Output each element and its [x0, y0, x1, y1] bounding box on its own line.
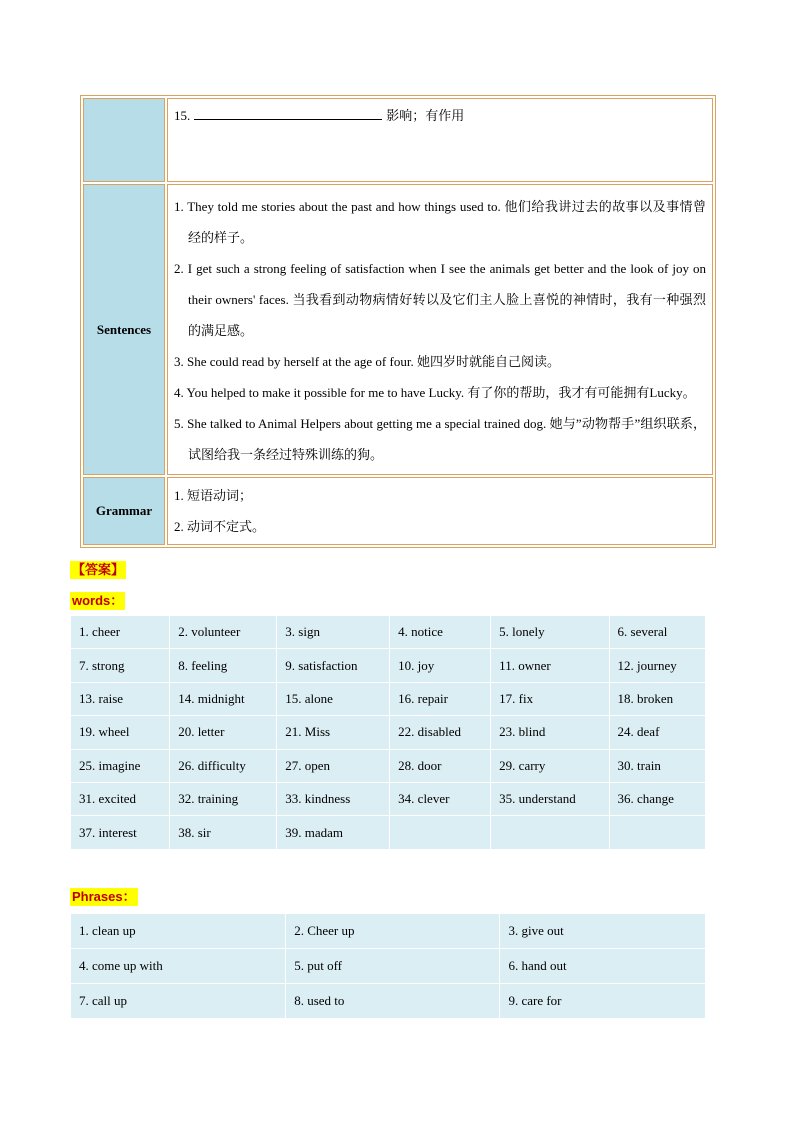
vocab-number: 15.	[174, 108, 191, 123]
word-cell: 12. journey	[609, 649, 705, 682]
words-row	[71, 716, 706, 749]
word-cell: 20. letter	[170, 716, 277, 749]
phrases-table	[70, 913, 706, 1019]
word-cell: 26. difficulty	[170, 749, 277, 782]
phrases-row	[71, 914, 706, 949]
words-row	[71, 616, 706, 649]
word-cell: 23. blind	[491, 716, 609, 749]
word-cell: 3. sign	[277, 616, 390, 649]
word-cell: 39. madam	[277, 816, 390, 849]
word-cell: 2. volunteer	[170, 616, 277, 649]
sentences-label: Sentences	[83, 184, 165, 475]
phrase-cell: 9. care for	[500, 984, 706, 1019]
phrase-cell: 7. call up	[71, 984, 286, 1019]
word-cell: 21. Miss	[277, 716, 390, 749]
vocab-content-cell	[167, 98, 713, 182]
sentence-item: 1. They told me stories about the past and how things used to. 他们给我讲过去的故事以及事情曾经的样子。	[174, 199, 706, 245]
phrases-label: Phrases：	[72, 889, 136, 904]
phrases-row	[71, 984, 706, 1019]
grammar-label: Grammar	[83, 477, 165, 545]
word-cell: 17. fix	[491, 682, 609, 715]
phrase-cell: 2. Cheer up	[286, 914, 500, 949]
word-cell: 33. kindness	[277, 782, 390, 815]
word-cell: 9. satisfaction	[277, 649, 390, 682]
phrase-cell: 8. used to	[286, 984, 500, 1019]
word-cell: 34. clever	[390, 782, 491, 815]
sentences-content	[167, 184, 713, 475]
words-row	[71, 649, 706, 682]
summary-table	[80, 95, 716, 548]
word-cell: 24. deaf	[609, 716, 705, 749]
word-cell: 27. open	[277, 749, 390, 782]
word-cell: 1. cheer	[71, 616, 170, 649]
words-row	[71, 816, 706, 849]
word-cell: 35. understand	[491, 782, 609, 815]
word-cell: 28. door	[390, 749, 491, 782]
phrase-cell: 4. come up with	[71, 949, 286, 984]
phrase-cell: 1. clean up	[71, 914, 286, 949]
sentence-item: 2. I get such a strong feeling of satisfaction when I see the animals get better and the look of joy on their owners' faces. 当我看到动物病情好转以及它们主人脸上喜悦的神情时，我有一种强烈的满足感。	[174, 261, 706, 338]
vocab-blank-line	[194, 107, 382, 120]
word-cell: 32. training	[170, 782, 277, 815]
grammar-content	[167, 477, 713, 545]
word-cell: 31. excited	[71, 782, 170, 815]
word-cell: 18. broken	[609, 682, 705, 715]
word-cell: 16. repair	[390, 682, 491, 715]
phrases-row	[71, 949, 706, 984]
sentence-item: 5. She talked to Animal Helpers about getting me a special trained dog. 她与”动物帮手”组织联系，试图给我一条经过特殊训练的狗。	[174, 416, 706, 462]
vocab-meaning: 影响；有作用	[386, 108, 465, 123]
word-cell: 14. midnight	[170, 682, 277, 715]
words-row	[71, 749, 706, 782]
word-cell: 36. change	[609, 782, 705, 815]
word-cell	[390, 816, 491, 849]
word-cell: 37. interest	[71, 816, 170, 849]
word-cell: 5. lonely	[491, 616, 609, 649]
vocab-label-cell	[83, 98, 165, 182]
word-cell: 29. carry	[491, 749, 609, 782]
phrase-cell: 3. give out	[500, 914, 706, 949]
word-cell: 25. imagine	[71, 749, 170, 782]
grammar-row	[83, 477, 713, 545]
word-cell: 11. owner	[491, 649, 609, 682]
phrase-cell: 6. hand out	[500, 949, 706, 984]
word-cell: 30. train	[609, 749, 705, 782]
words-table	[70, 615, 706, 850]
word-cell: 38. sir	[170, 816, 277, 849]
sentence-item: 3. She could read by herself at the age of four. 她四岁时就能自己阅读。	[174, 354, 560, 369]
word-cell	[609, 816, 705, 849]
words-label: words：	[72, 593, 124, 608]
word-cell	[491, 816, 609, 849]
word-cell: 10. joy	[390, 649, 491, 682]
word-cell: 13. raise	[71, 682, 170, 715]
word-cell: 15. alone	[277, 682, 390, 715]
grammar-item: 1. 短语动词；	[174, 488, 253, 503]
words-row	[71, 782, 706, 815]
word-cell: 8. feeling	[170, 649, 277, 682]
word-cell: 19. wheel	[71, 716, 170, 749]
vocab-row-15	[83, 98, 713, 182]
word-cell: 22. disabled	[390, 716, 491, 749]
sentences-row	[83, 184, 713, 475]
phrase-cell: 5. put off	[286, 949, 500, 984]
sentence-item: 4. You helped to make it possible for me to have Lucky. 有了你的帮助，我才有可能拥有Lucky。	[174, 385, 696, 400]
words-row	[71, 682, 706, 715]
word-cell: 7. strong	[71, 649, 170, 682]
word-cell: 6. several	[609, 616, 705, 649]
word-cell: 4. notice	[390, 616, 491, 649]
grammar-item: 2. 动词不定式。	[174, 519, 266, 534]
answer-label: 【答案】	[72, 562, 125, 577]
